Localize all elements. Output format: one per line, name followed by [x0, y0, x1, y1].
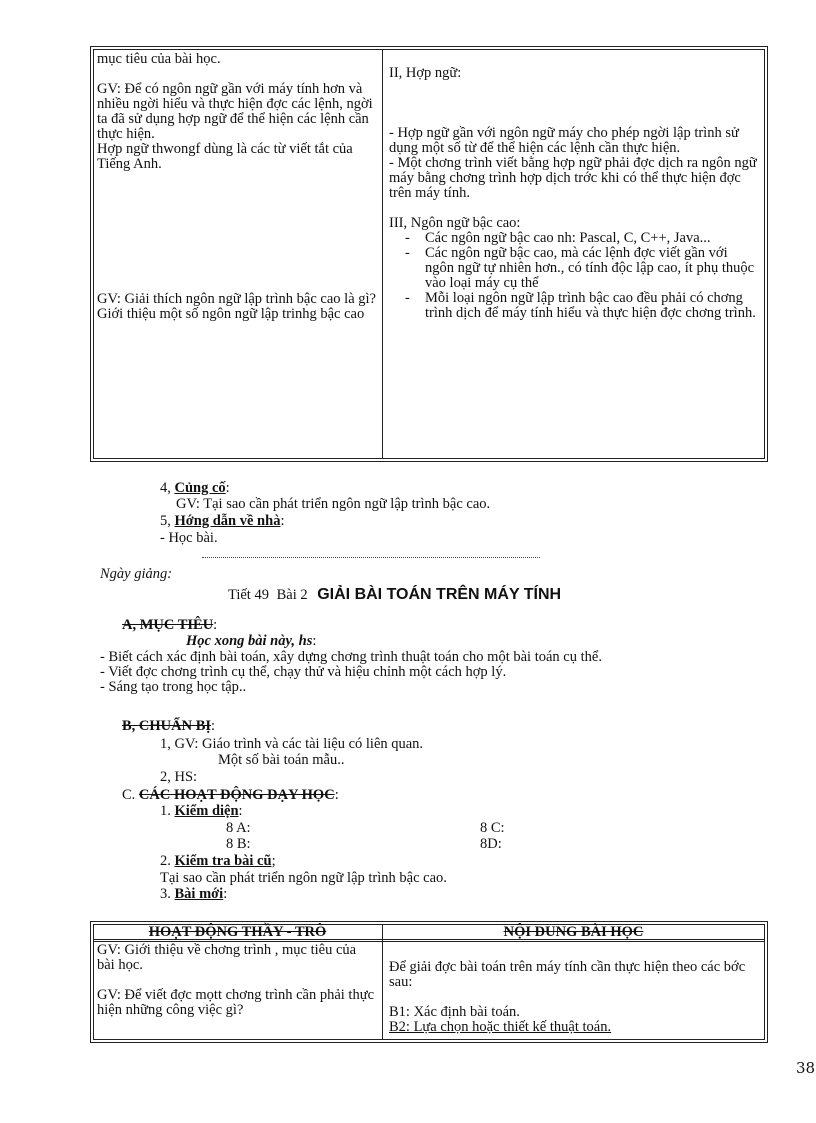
review-label: Kiểm tra bài cũ — [174, 853, 272, 869]
preparation-heading: B, CHUẨN BỊ — [122, 718, 212, 734]
activities-heading-line: C. CÁC HOẠT ĐỘNG DẠY HỌC: — [122, 787, 339, 803]
teaching-date: Ngày giảng: — [100, 566, 173, 582]
intro-program-text: GV: Giới thiệu về chơng trình , mục tiêu của bài học. — [97, 942, 357, 973]
preparation-students: 2, HS: — [160, 769, 198, 785]
objective-item: - Biết cách xác định bài toán, xây dựng chơng trình thuật toán cho một bài toán cụ thể. — [100, 649, 602, 665]
objectives-list — [100, 650, 750, 695]
steps-intro-text: Để giải đợc bài toán trên máy tính cần thực hiện theo các bớc sau: — [389, 959, 746, 990]
consolidation-question: GV: Tại sao cần phát triển ngôn ngữ lập trình bậc cao. — [176, 496, 491, 512]
lesson-number: Bài 2 — [276, 587, 308, 603]
homework-line: 5, Hớng dẫn về nhà: — [160, 513, 285, 529]
table-top-divider — [382, 49, 383, 458]
step-1-text: B1: Xác định bài toán. — [389, 1004, 520, 1020]
assembly-translation: - Một chơng trình viết bằng hợp ngữ phải đợc dịch ra ngôn ngữ máy bằng chơng trình hợp dịch trớc khi có thể thực hiện đợc trên máy tính. — [389, 155, 757, 201]
class-8b: 8 B: — [226, 836, 251, 852]
table-top-right-cell-2 — [389, 126, 759, 321]
attendance-label: Kiểm diện — [174, 803, 239, 819]
preparation-teacher: 1, GV: Giáo trình và các tài liệu có liên quan. — [160, 736, 424, 752]
class-8a: 8 A: — [226, 820, 251, 836]
table-top-left-cell-2 — [97, 292, 377, 322]
class-8c: 8 C: — [480, 820, 505, 836]
steps-question-text: GV: Để viết đợc mọtt chơng trình cần phải thực hiện những công việc gì? — [97, 987, 375, 1018]
list-item: - Các ngôn ngữ bậc cao, mà các lệnh đợc viết gần với ngôn ngữ tự nhiên hơn., có tính độc lập cao, ít phụ thuộc vào loại máy cụ thể — [389, 246, 759, 291]
lesson-title-line — [228, 584, 561, 606]
objectives-heading: A, MỤC TIÊU — [122, 617, 214, 633]
list-item: - Mỗi loại ngôn ngữ lập trình bậc cao đều phải có chơng trình dịch để máy tính hiểu và thực hiện đợc chơng trình. — [389, 291, 759, 321]
activities-heading: CÁC HOẠT ĐỘNG DẠY HỌC — [138, 787, 335, 803]
section-heading-assembly: II, Hợp ngữ: — [389, 65, 462, 81]
objectives-sub: Học xong bài này, hs — [186, 633, 313, 649]
table-bottom-left-cell — [97, 943, 377, 1018]
high-level-intro: Giới thiệu một số ngôn ngữ lập trinhg bậc cao — [97, 306, 365, 322]
table-top-right-cell — [389, 66, 759, 81]
list-item: - Các ngôn ngữ bậc cao nh: Pascal, C, C++, Java... — [389, 231, 759, 246]
objectives-heading-line: A, MỤC TIÊU: — [122, 617, 218, 633]
review-line: 2. Kiểm tra bài cũ; — [160, 853, 276, 869]
class-8d: 8D: — [480, 836, 502, 852]
page-number: 38 — [796, 1059, 816, 1077]
new-lesson-line: 3. Bài mới: — [160, 886, 228, 902]
preparation-heading-line: B, CHUẨN BỊ: — [122, 718, 216, 734]
assembly-definition: - Hợp ngữ gần với ngôn ngữ máy cho phép ngời lập trình sử dụng một số từ để thể hiện các lệnh cần thực hiện. — [389, 125, 739, 156]
separator-dots — [202, 557, 540, 558]
high-level-list — [389, 231, 759, 321]
consolidation-line: 4, Củng cố: — [160, 480, 230, 496]
homework-task: - Học bài. — [160, 530, 218, 546]
lesson-title: GIẢI BÀI TOÁN TRÊN MÁY TÍNH — [317, 586, 562, 603]
objective-text: mục tiêu của bài học. — [97, 51, 221, 67]
consolidation-label: Củng cố — [174, 480, 226, 496]
review-question: Tại sao cần phát triển ngôn ngữ lập trình bậc cao. — [160, 870, 447, 886]
step-2-text: B2: Lựa chọn hoặc thiết kế thuật toán. — [389, 1019, 612, 1035]
table-header-content: NỘI DUNG BÀI HỌC — [503, 924, 644, 940]
assembly-abbrev-text: Hợp ngữ thwongf dùng là các từ viết tắt của Tiếng Anh. — [97, 141, 353, 172]
lesson-period: Tiết 49 — [228, 587, 269, 603]
objective-item: - Sáng tạo trong học tập.. — [100, 679, 247, 695]
assembly-intro-text: GV: Để có ngôn ngữ gần với máy tính hơn và nhiều ngời hiểu và thực hiện đợc các lệnh, ngời ta đã sử dụng hợp ngữ để thể hiện các lệnh cần thực hiện. — [97, 81, 373, 142]
objectives-sub-line: Học xong bài này, hs: — [186, 633, 317, 649]
section-heading-high-level: III, Ngôn ngữ bậc cao: — [389, 215, 521, 231]
table-top-left-cell — [97, 52, 377, 172]
high-level-question: GV: Giải thích ngôn ngữ lập trình bậc cao là gì? — [97, 291, 376, 307]
attendance-line: 1. Kiểm diện: — [160, 803, 243, 819]
objective-item: - Viết đợc chơng trình cụ thể, chạy thử và hiệu chỉnh một cách hợp lý. — [100, 664, 507, 680]
preparation-teacher-2: Một số bài toán mẫu.. — [218, 752, 345, 768]
new-lesson-label: Bài mới — [174, 886, 224, 902]
homework-label: Hớng dẫn về nhà — [174, 513, 281, 529]
table-bottom-right-cell — [389, 960, 759, 1035]
table-header-teacher: HOẠT ĐỘNG THẦY - TRÒ — [148, 924, 327, 940]
